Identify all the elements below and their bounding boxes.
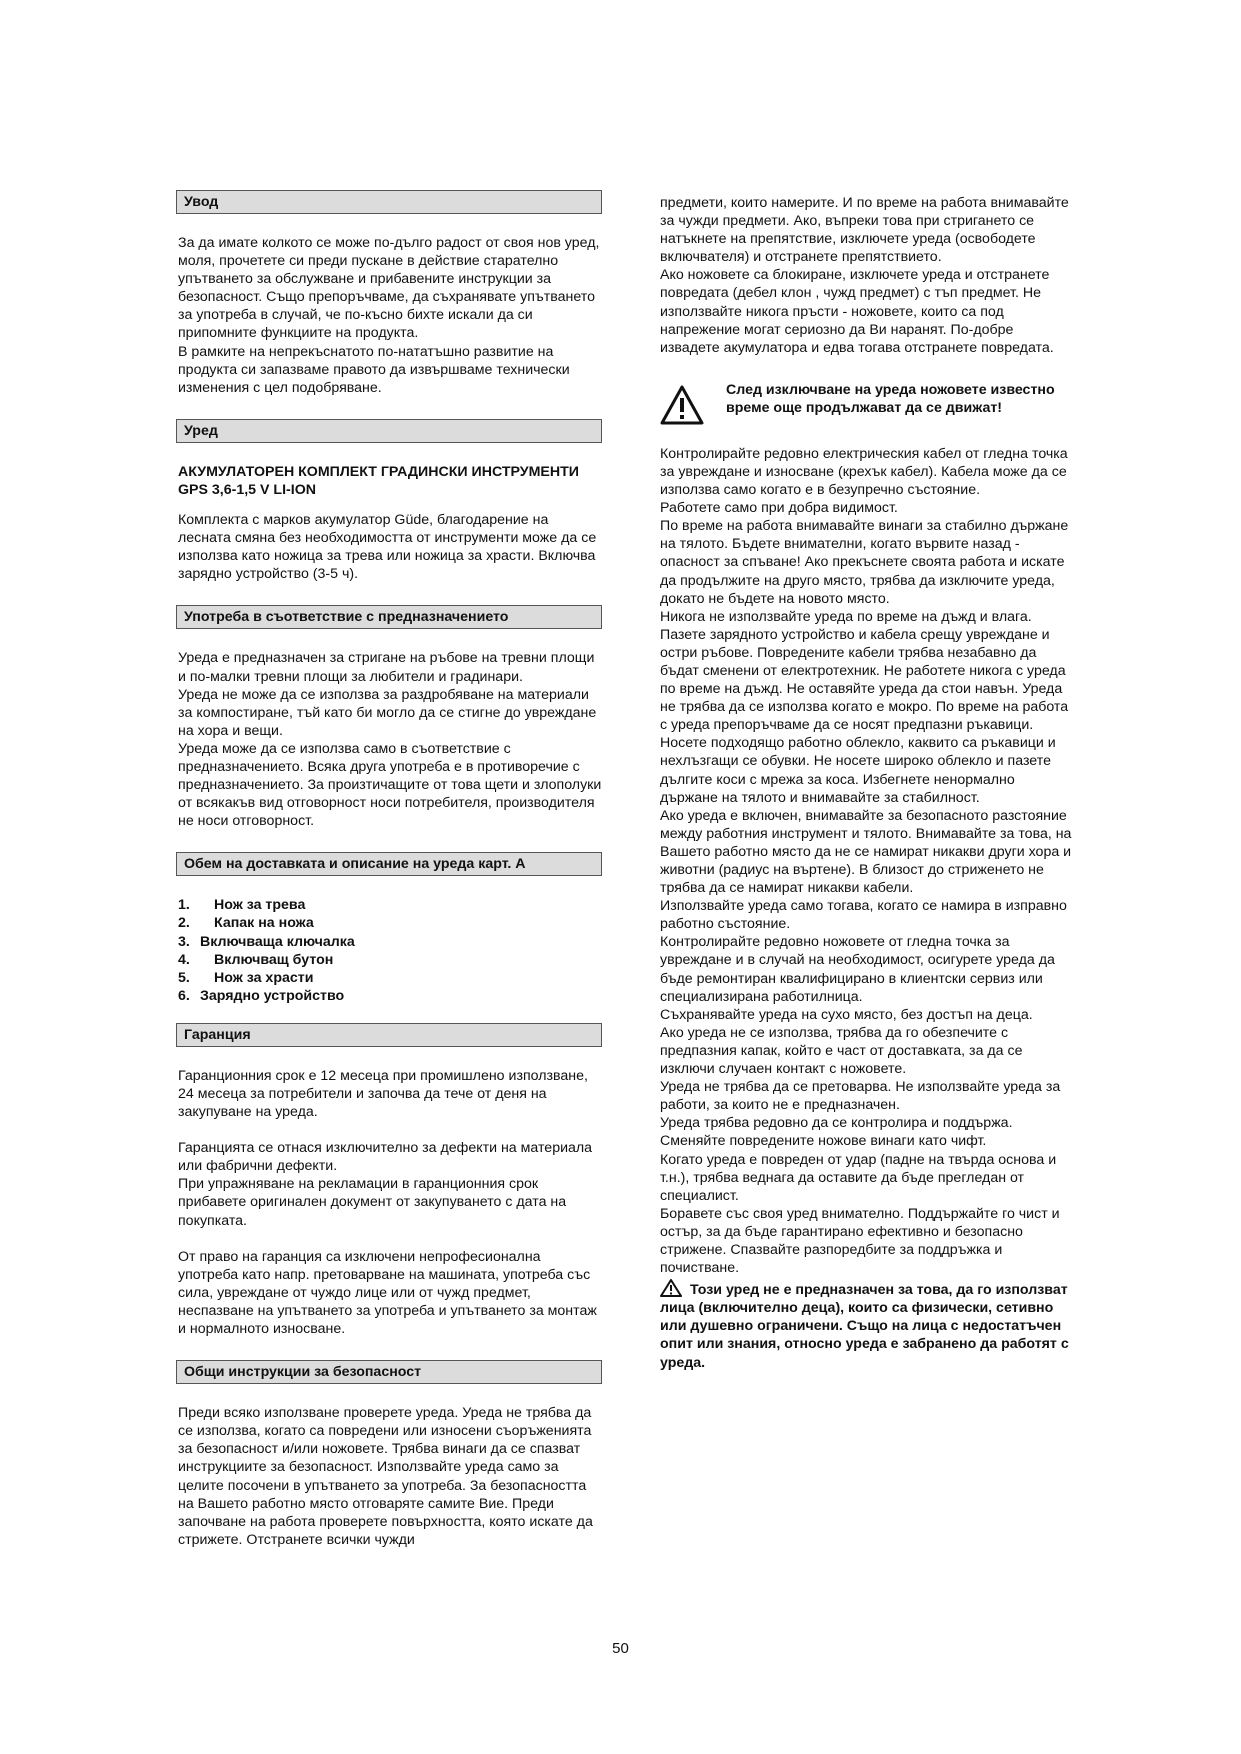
paragraph: Ако ножовете са блокиране, изключете уреда и отстранете повредата (дебел клон , чужд предмет) с тъп предмет. Не използвайте никога пръсти - ножовете, които са под напрежение могат сериозно да Ви наранят. По-добре извадете акумулатора и едва тогава отстранете повредата. [660,267,1054,356]
paragraph: Уреда може да се използва само в съответствие с предназначението. Всяка друга употреба е в противоречие с предназначението. За произтичащите от това щети и злополуки от всякакъв вид отговорност носи потребителя, производителя не носи отговорност. [178,740,602,830]
paragraph: При упражняване на рекламации в гаранционния срок прибавете оригинален документ от закупуването с дата на покупката. [178,1176,567,1229]
list-item: 1. Нож за трева [178,897,306,914]
paragraph: В рамките на непрекъснатото по-нататъшно развитие на продукта си запазваме правото да извършваме технически изменения с цел подобряване. [178,343,570,396]
paragraph: Ако уреда е включен, внимавайте за безопасното разстояние между работния инструмент и тялото. Внимавайте за това, на Вашето работно място да не се намират никакви други хора и животни (радиус на въртене). В близост до стриженето не трябва да се намират никакви кабели. [660,807,1072,897]
intro-text [178,234,602,397]
section-heading-intro: Увод [176,190,602,214]
section-heading-warranty: Гаранция [176,1023,602,1047]
right-column [660,194,1076,1372]
paragraph: Когато уреда е повреден от удар (падне на твърда основа и т.н.), трябва веднага да оставите да бъде прегледан от специалист. [660,1151,1057,1204]
paragraph: предмети, които намерите. И по време на работа внимавайте за чужди предмети. Ако, въпреки това при стригането се натъкнете на препятствие, изключете уреда (освободете включвателя) и отстранете препятствието. [660,195,1069,266]
paragraph: Боравете със своя уред внимателно. Поддържайте го чист и остър, за да бъде гарантирано ефективно и безопасно стрижене. Спазвайте разпоредбите за поддръжка и почистване. [660,1205,1060,1277]
paragraph: Преди всяко използване проверете уреда. Уреда не трябва да се използва, когато са повредени или износени съоръженията за безопасност и/или ножовете. Трябва винаги да се спазват инструкциите за безопасност. Използвайте уреда само за целите посочени в упътването за употреба. За безопасността на Вашето работно място отговаряте самите Вие. Преди започване на работа проверете повърхността, която искате да стрижете. Отстранете всички чужди [178,1405,593,1548]
paragraph: Гаранцията се отнася изключително за дефекти на материала или фабрични дефекти. [178,1140,593,1175]
paragraph: Уреда е предназначен за стригане на ръбове на тревни площи и по-малки тревни площи за любители и градинари. [178,650,595,685]
paragraph: Никога не използвайте уреда по време на дъжд и влага. [660,608,1032,625]
warning-block-2 [660,1279,1076,1371]
paragraph: По време на работа внимавайте винаги за стабилно държане на тялото. Бъдете внимателни, когато вървите назад - опасност за спъване! Ако прекъснете своята работа и искате да продължите на друго място, трябва да изключите уреда, докато не бъдете на новото място. [660,518,1069,607]
delivery-list [178,896,602,1005]
list-item: 6. Зарядно устройство [178,987,345,1004]
list-item: 5. Нож за храсти [178,969,314,986]
section-heading-device: Уред [176,419,602,443]
safety-paragraphs [660,445,1076,1277]
usage-text [178,649,602,830]
paragraph: Гаранционния срок е 12 месеца при промишлено използване, 24 месеца за потребители и започва да тече от деня на закупуване на уреда. [178,1067,588,1121]
left-column [176,190,602,1571]
paragraph: Пазете зарядното устройство и кабела срещу увреждане и остри ръбове. Повредените кабели трябва незабавно да бъдат сменени от електротехник. Не работете никога с уреда по време на дъжд. Не оставяйте уреда да стои навън. Уреда не трябва да се използва когато е мокро. По време на работа с уреда препоръчваме да се носят предпазни ръкавици. Носете подходящо работно облекло, каквито са ръкавици и нехлъзгащи се обувки. Не носете широко облекло и пазете дългите коси с мрежа за коса. Избегнете ненормално държане на тялото и внимавайте за стабилност. [660,626,1069,806]
paragraph: От право на гаранция са изключени непрофесионална употреба като напр. претоварване на машината, употреба със сила, увреждане от чуждо лице или от чужд предмет, неспазване на упътването за употреба и упътването за монтаж и нормалното износване. [178,1248,597,1338]
paragraph: За да имате колкото се може по-дълго радост от своя нов уред, моля, прочетете си преди пускане в действие старателно упътването за обслужване и прибавените инструкции за безопасност. Също препоръчваме, да съхранявате упътването за употреба в случай, че по-късно бихте искали да си припомните функциите на продукта. [178,235,600,342]
paragraph: Работете само при добра видимост. [660,500,898,517]
paragraph: Контролирайте редовно ножовете от гледна точка за увреждане и в случай на необходимост, осигурете уреда да бъде ремонтиран квалифицирано в клиентски сервиз или специализирана работилница. [660,934,1055,1005]
list-item: 2. Капак на ножа [178,915,314,932]
warning-block [660,381,1076,425]
section-heading-delivery: Обем на доставката и описание на уреда карт. А [176,852,602,876]
paragraph: Уреда не трябва да се претоварва. Не използвайте уреда за работи, за които не е предназначен. [660,1079,1061,1114]
paragraph: Уреда не може да се използва за раздробяване на материали за компостиране, тъй като би могло да се стигне до увреждане на хора и вещи. [178,686,597,739]
safety-text [178,1404,602,1549]
device-title: АКУМУЛАТОРЕН КОМПЛЕКТ ГРАДИНСКИ ИНСТРУМЕНТИ GPS 3,6-1,5 V LI-ION [178,463,580,498]
warning-triangle-icon [660,385,704,425]
warning-text: Този уред не е предназначен за това, да го използват лица (включително деца), които са физически, сетивно или душевно ограничени. Също на лица с недостатъчен опит или знания, относно уреда е забранено да работят с уреда. [660,1282,1069,1371]
page-number: 50 [612,1640,629,1657]
warning-triangle-icon [660,1279,682,1297]
section-heading-usage: Употреба в съответствие с предназначението [176,605,602,629]
list-item: 4. Включващ бутон [178,951,334,968]
paragraph: Уреда трябва редовно да се контролира и поддържа. Сменяйте повредените ножове винаги като чифт. [660,1115,1013,1150]
section-heading-safety: Общи инструкции за безопасност [176,1360,602,1384]
device-text [178,463,602,584]
warning-text: След изключване на уреда ножовете известно време още продължават да се движат! [726,381,1055,416]
paragraph: Контролирайте редовно електрическия кабел от гледна точка за увреждане и износване (крехък кабел). Кабела може да се използва само когато е в безупречно състояние. [660,445,1068,499]
paragraph: Съхранявайте уреда на сухо място, без достъп на деца. [660,1006,1033,1023]
paragraph: Комплекта с марков акумулатор Güde, благодарение на лесната смяна без необходимостта от инструменти може да се използва като ножица за трева или ножица за храсти. Включва зарядно устройство (3-5 ч). [178,512,597,583]
paragraph: Ако уреда не се използва, трябва да го обезпечите с предпазния капак, който е част от доставката, за да се изключи случаен контакт с ножовете. [660,1024,1023,1078]
paragraph: Използвайте уреда само тогава, когато се намира в изправно работно състояние. [660,898,1067,933]
list-item: 3. Включваща ключалка [178,933,355,950]
warranty-text [178,1067,602,1338]
